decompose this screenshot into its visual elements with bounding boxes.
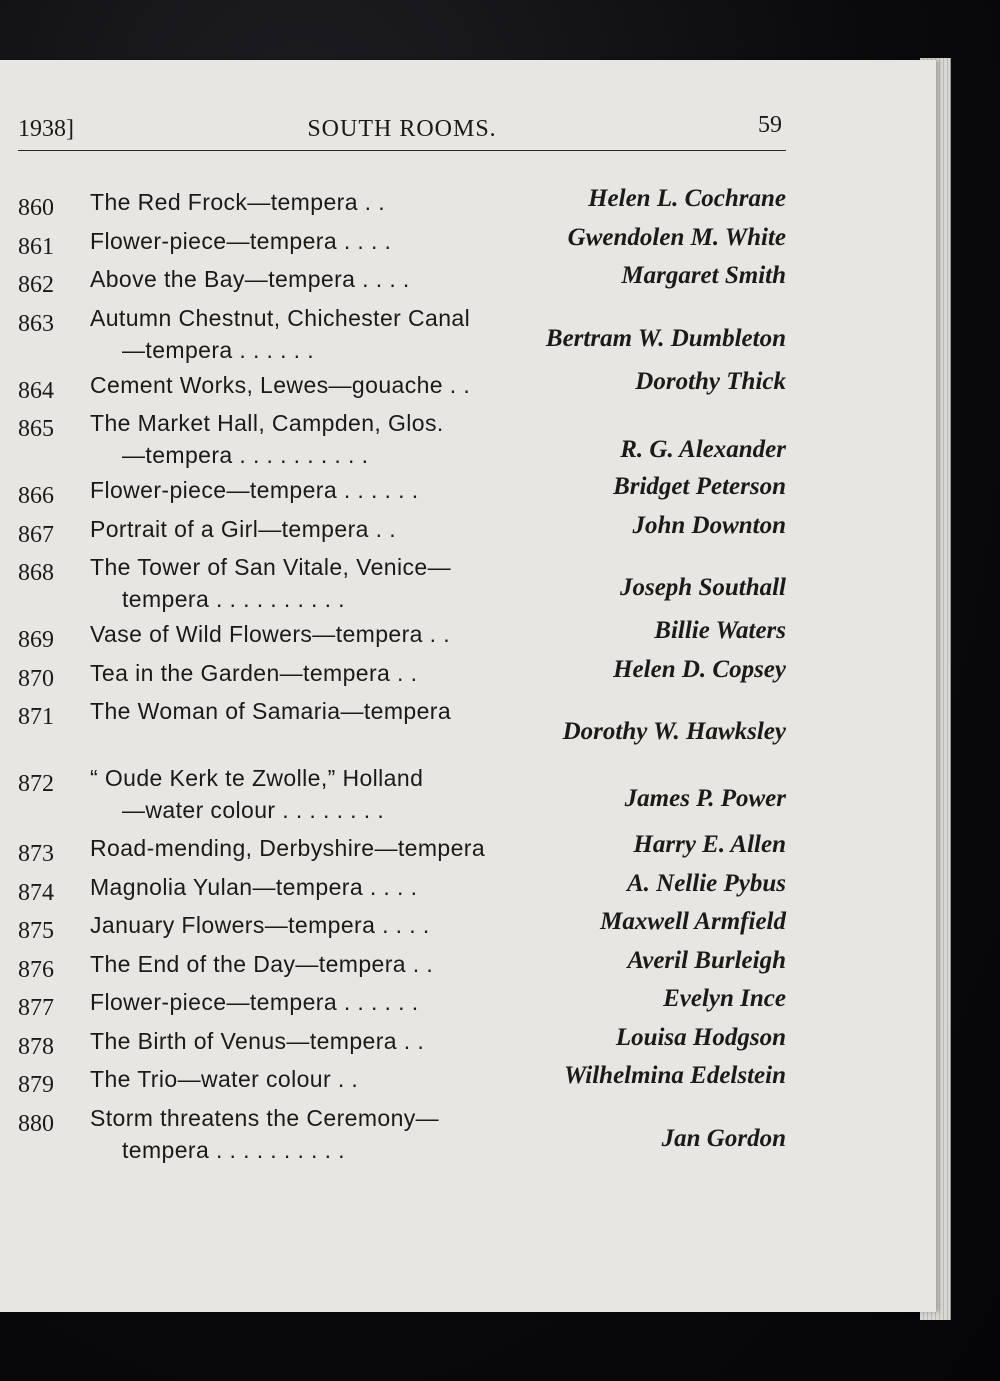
entry-865 <box>18 406 798 473</box>
entry-list <box>18 185 798 1168</box>
entry-number: 863 <box>18 310 54 337</box>
entry-862 <box>18 262 798 301</box>
entry-878 <box>18 1024 798 1063</box>
entry-title: The Woman of Samaria—tempera <box>90 698 452 724</box>
entry-title: Above the Bay—tempera . . . . <box>90 266 410 292</box>
entry-title: Storm threatens the Ceremony— <box>90 1104 440 1131</box>
entry-title: The Tower of San Vitale, Venice— <box>90 554 451 580</box>
entry-number: 861 <box>18 233 54 260</box>
entry-number: 867 <box>18 521 54 548</box>
entry-867 <box>18 512 798 551</box>
header-year: 1938] <box>18 116 74 142</box>
entry-871 <box>18 694 798 761</box>
entry-artist: Billie Waters <box>654 617 786 644</box>
page-header <box>18 110 786 151</box>
entry-artist: Dorothy Thick <box>635 367 786 395</box>
entry-title: Cement Works, Lewes—gouache . . <box>90 371 471 398</box>
entry-title: Magnolia Yulan—tempera . . . . <box>90 873 418 900</box>
entry-title: Flower-piece—tempera . . . . . . <box>90 989 419 1015</box>
header-title: SOUTH ROOMS. <box>307 116 497 142</box>
entry-artist: Margaret Smith <box>621 262 786 289</box>
entry-877 <box>18 985 798 1024</box>
entry-title: The End of the Day—tempera . . <box>90 950 434 977</box>
entry-866 <box>18 473 798 512</box>
entry-874 <box>18 870 798 909</box>
entry-title-continuation: —tempera . . . . . . <box>122 336 315 363</box>
entry-title: The Birth of Venus—tempera . . <box>90 1027 425 1054</box>
entry-875 <box>18 908 798 947</box>
page-number: 59 <box>758 112 782 138</box>
entry-artist: Louisa Hodgson <box>615 1023 786 1051</box>
entry-title: Portrait of a Girl—tempera . . <box>90 515 396 542</box>
entry-879 <box>18 1062 798 1101</box>
entry-title: “ Oude Kerk te Zwolle,” Holland <box>90 765 424 791</box>
entry-873 <box>18 831 798 870</box>
entry-artist: Gwendolen M. White <box>567 223 786 251</box>
entry-artist: Harry E. Allen <box>633 831 786 858</box>
entry-title: January Flowers—tempera . . . . <box>90 912 430 938</box>
entry-artist: Jan Gordon <box>661 1124 786 1152</box>
entry-number: 876 <box>18 956 54 983</box>
entry-number: 877 <box>18 995 54 1021</box>
entry-872 <box>18 761 798 831</box>
entry-artist: James P. Power <box>624 785 786 812</box>
entry-title: Flower-piece—tempera . . . . . . <box>90 477 419 503</box>
entry-artist: Helen L. Cochrane <box>588 185 786 212</box>
entry-title-continuation: tempera . . . . . . . . . . <box>122 586 345 612</box>
entry-artist: Wilhelmina Edelstein <box>563 1062 786 1089</box>
entry-artist: R. G. Alexander <box>620 436 786 463</box>
entry-number: 862 <box>18 272 54 298</box>
entry-number: 864 <box>18 377 54 404</box>
entry-number: 870 <box>18 665 54 692</box>
entry-861 <box>18 224 798 263</box>
entry-number: 869 <box>18 627 54 653</box>
entry-number: 874 <box>18 879 54 906</box>
entry-title: Flower-piece—tempera . . . . <box>90 227 392 254</box>
entry-number: 860 <box>18 195 54 221</box>
entry-860 <box>18 185 798 224</box>
entry-number: 878 <box>18 1033 54 1060</box>
entry-title: Road-mending, Derbyshire—tempera <box>90 835 486 861</box>
entry-864 <box>18 368 798 407</box>
entry-artist: Averil Burleigh <box>627 946 786 974</box>
entry-artist: Dorothy W. Hawksley <box>562 718 786 745</box>
entry-880 <box>18 1101 798 1168</box>
entry-863 <box>18 301 798 368</box>
catalogue-page <box>0 60 936 1312</box>
entry-artist: Evelyn Ince <box>663 985 786 1012</box>
entry-870 <box>18 656 798 695</box>
entry-number: 879 <box>18 1072 54 1098</box>
entry-artist: A. Nellie Pybus <box>626 869 786 897</box>
entry-number: 875 <box>18 918 54 944</box>
entry-title: The Red Frock—tempera . . <box>90 189 386 215</box>
entry-title: The Market Hall, Campden, Glos. <box>90 410 444 436</box>
entry-title-continuation: —tempera . . . . . . . . . . <box>122 442 369 468</box>
entry-title-continuation: —water colour . . . . . . . . <box>122 797 385 823</box>
entry-number: 865 <box>18 416 54 442</box>
entry-number: 866 <box>18 483 54 509</box>
entry-876 <box>18 947 798 986</box>
entry-artist: John Downton <box>632 511 786 539</box>
entry-number: 871 <box>18 704 54 730</box>
entry-number: 880 <box>18 1110 54 1137</box>
entry-number: 873 <box>18 841 54 867</box>
entry-title-continuation: tempera . . . . . . . . . . <box>122 1136 345 1163</box>
entry-868 <box>18 550 798 617</box>
entry-artist: Bertram W. Dumbleton <box>545 324 786 352</box>
entry-title: Tea in the Garden—tempera . . <box>90 659 418 686</box>
entry-artist: Helen D. Copsey <box>613 655 786 683</box>
entry-title: Autumn Chestnut, Chichester Canal <box>90 304 471 331</box>
entry-number: 868 <box>18 560 54 586</box>
entry-869 <box>18 617 798 656</box>
entry-number: 872 <box>18 771 54 797</box>
entry-title: Vase of Wild Flowers—tempera . . <box>90 621 451 647</box>
entry-artist: Bridget Peterson <box>613 473 786 500</box>
entry-artist: Maxwell Armfield <box>600 908 786 935</box>
entry-artist: Joseph Southall <box>619 574 786 601</box>
entry-title: The Trio—water colour . . <box>90 1066 359 1092</box>
